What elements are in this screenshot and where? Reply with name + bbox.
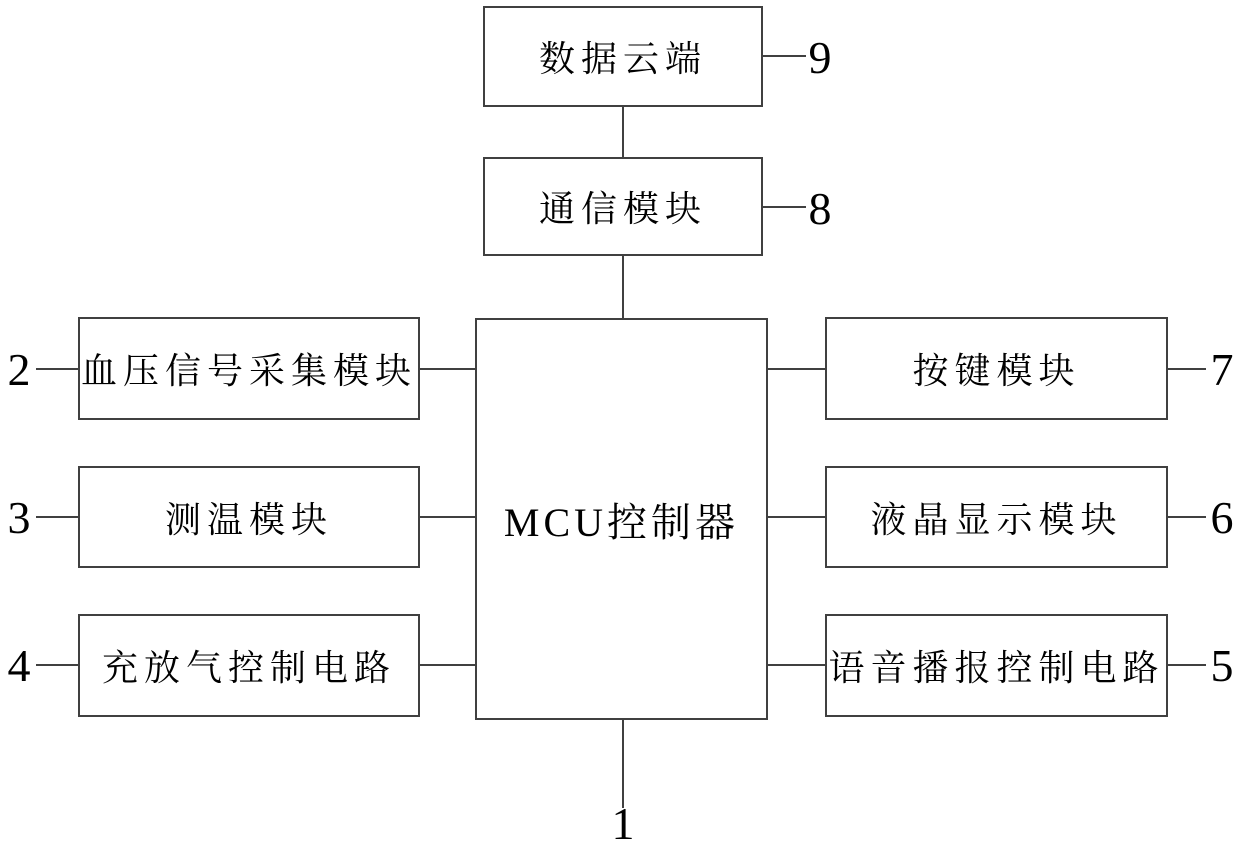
ref-number-4: 4: [7, 640, 31, 691]
block-communication-module-label: 通信模块: [538, 189, 707, 229]
connector-mcu-to-voice: [768, 664, 825, 666]
ref-number-3: 3: [7, 492, 31, 543]
block-bp-signal-acquisition: [78, 317, 420, 420]
connector-mcu-to-keys: [768, 368, 825, 370]
block-key-module: [825, 317, 1168, 420]
leader-ref3: [36, 516, 78, 518]
connector-mcu-to-lcd: [768, 516, 825, 518]
leader-ref2: [36, 368, 78, 370]
leader-ref6: [1168, 516, 1206, 518]
block-mcu-controller-label: MCU控制器: [503, 499, 740, 545]
ref-number-1: 1: [611, 798, 635, 843]
block-lcd-display-module-label: 液晶显示模块: [870, 499, 1123, 540]
ref-number-6: 6: [1210, 492, 1234, 543]
leader-ref8: [763, 206, 806, 208]
connector-cloud-to-comm: [622, 107, 624, 157]
block-data-cloud-label: 数据云端: [538, 39, 707, 79]
block-communication-module: [483, 157, 763, 256]
block-temperature-module: [78, 466, 420, 568]
connector-inflation-to-mcu: [420, 664, 475, 666]
block-inflation-control-circuit: [78, 614, 420, 717]
block-inflation-control-circuit-label: 充放气控制电路: [101, 648, 396, 688]
leader-ref5: [1168, 664, 1206, 666]
connector-comm-to-mcu: [622, 256, 624, 318]
block-bp-signal-acquisition-label: 血压信号采集模块: [80, 351, 417, 391]
leader-ref7: [1168, 368, 1206, 370]
block-data-cloud: [483, 6, 763, 107]
ref-number-8: 8: [808, 183, 832, 234]
leader-ref9: [763, 55, 806, 57]
ref-number-5: 5: [1210, 640, 1234, 691]
ref-number-9: 9: [808, 32, 832, 83]
leader-ref4: [36, 664, 78, 666]
block-mcu-controller: [475, 318, 768, 720]
ref-number-2: 2: [7, 344, 31, 395]
block-temperature-module-label: 测温模块: [164, 499, 333, 540]
connector-bp-to-mcu: [420, 368, 475, 370]
block-voice-broadcast-circuit: [825, 614, 1168, 717]
block-key-module-label: 按键模块: [912, 351, 1081, 391]
ref-number-7: 7: [1210, 344, 1234, 395]
connector-mcu-to-ref1: [622, 720, 624, 808]
connector-temp-to-mcu: [420, 516, 475, 518]
block-lcd-display-module: [825, 466, 1168, 568]
block-voice-broadcast-circuit-label: 语音播报控制电路: [828, 648, 1165, 688]
